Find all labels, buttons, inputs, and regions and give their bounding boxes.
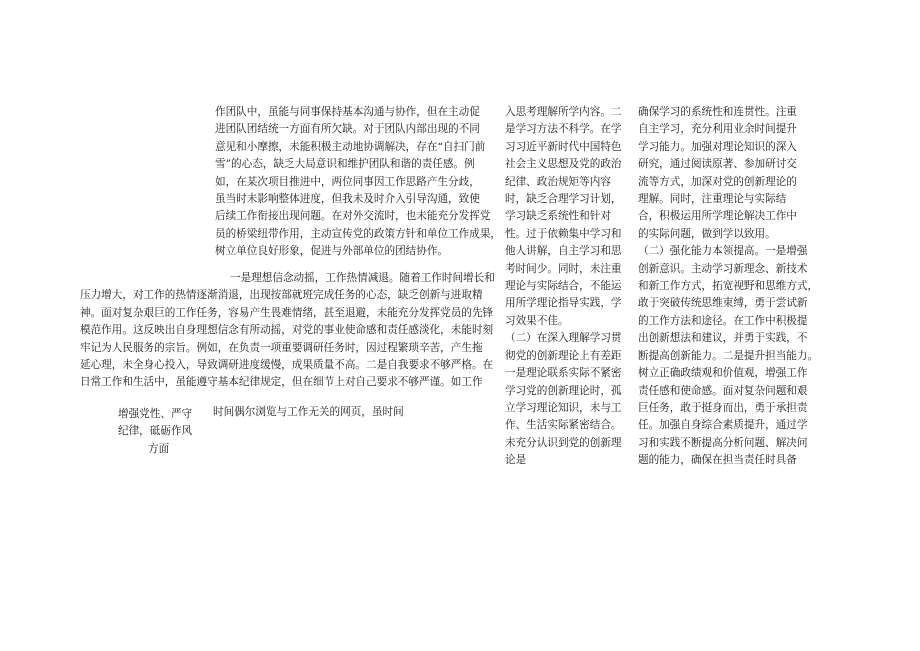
- text-line: 作团队中，虽能与同事保持基本沟通与协作，但在主动促: [215, 106, 480, 118]
- column-c: [505, 104, 627, 470]
- text-line: 性。过于依赖集中学习和: [505, 227, 622, 240]
- text-line: 任。加强自身综合素质提升，通过学: [638, 419, 808, 432]
- middle-paragraph: [80, 270, 500, 392]
- text-line: 习和实践不断提高分析问题、解决问: [638, 436, 808, 449]
- text-line: 流等方式，加深对党的创新理论的: [638, 175, 797, 188]
- text-line: 后续工作衔接出现问题。在对外交流时，也未能充分发挥党: [215, 210, 491, 223]
- text-line: 未充分认识到党的创新理: [505, 436, 622, 449]
- text-line: 学习能力。加强对理论知识的深入: [638, 140, 797, 153]
- text-line: 断提高创新能力。二是提升担当能力。: [638, 349, 819, 362]
- text-line: 敢于突破传统思维束缚，勇于尝试新: [638, 297, 808, 310]
- text-line: 自主学习，充分利用业余时间提升: [638, 123, 797, 136]
- text-line: 用所学理论指导实践，学: [505, 297, 622, 310]
- text-line: 论是: [505, 454, 527, 467]
- text-line: 考时间少。同时，未注重: [505, 262, 622, 275]
- text-line: 延心理，未全身心投入，导致调研进度缓慢，成果质量不高。二是自我要求不够严格。在: [80, 359, 494, 372]
- text-line: 纪律、政治规矩等内容: [505, 175, 611, 188]
- text-line: 神。面对复杂艰巨的工作任务，容易产生畏难情绪，甚至退避，未能充分发挥党员的先锋: [80, 306, 494, 319]
- text-line: 理解。同时，注重理论与实际结: [638, 193, 787, 206]
- text-line: 员的桥梁纽带作用，主动宣传党的政策方针和单位工作成果，: [215, 227, 502, 240]
- text-line: 巨任务，敢于挺身而出，勇于承担责: [638, 401, 808, 414]
- text-line: 增强党性、严守: [118, 408, 193, 420]
- text-line: 入思考理解所学内容。二: [505, 106, 622, 118]
- text-line: 他人讲解，自主学习和思: [505, 245, 622, 258]
- text-line: 题的能力，确保在担当责任时具备: [638, 454, 797, 467]
- text-line: （二）在深入理解学习贯: [505, 332, 622, 345]
- text-line: 虽当时未影响整体进度，但我未及时介入引导沟通，致使: [215, 193, 480, 206]
- side-heading: [118, 406, 192, 458]
- text-line: 习习近平新时代中国特色: [505, 140, 622, 153]
- text-line: 立学习理论知识，未与工: [505, 401, 622, 414]
- text-line: 创新意识。主动学习新理念、新技术: [638, 262, 808, 275]
- text-line: 纪律，砥砺作风: [118, 425, 193, 438]
- text-line: 树立单位良好形象，促进与外部单位的团结协作。: [215, 245, 449, 258]
- text-line: 社会主义思想及党的政治: [505, 158, 622, 171]
- text-line: 确保学习的系统性和连贯性。注重: [638, 106, 797, 118]
- text-line: 一是理想信念动摇，工作热情减退。随着工作时间增长和: [230, 272, 495, 284]
- text-line: 责任感和使命感。面对复杂问题和艰: [638, 384, 808, 397]
- text-line: 模范作用。这反映出自身理想信念有所动摇，对党的事业使命感和责任感淡化，未能时刻: [80, 324, 494, 337]
- text-line: 树立正确政绩观和价值观，增强工作: [638, 367, 808, 380]
- middle-paragraph-last-line: [213, 404, 404, 421]
- text-line: （二）强化能力本领提高。一是增强: [638, 245, 808, 258]
- text-line: 合，积极运用所学理论解决工作中: [638, 210, 797, 223]
- text-line: 一是理论联系实际不紧密: [505, 367, 622, 380]
- text-line: 学习缺乏系统性和针对: [505, 210, 611, 223]
- text-line: 彻党的创新理论上有差距: [505, 349, 622, 362]
- text-line: 雪”的心态，缺乏大局意识和维护团队和谐的责任感。例: [215, 158, 475, 171]
- text-line: 是学习方法不科学。在学: [505, 123, 622, 136]
- text-line: 时，缺乏合理学习计划，: [505, 193, 622, 206]
- top-paragraph: [215, 104, 501, 261]
- text-line: 的工作方法和途径。在工作中积极提: [638, 314, 808, 327]
- text-line: 理论与实际结合，不能运: [505, 280, 622, 293]
- text-line: 压力增大，对工作的热情逐渐消退，出现按部就班完成任务的心态，缺乏创新与进取精: [80, 289, 483, 302]
- text-line: 和新工作方式，拓宽视野和思维方式，: [638, 280, 819, 293]
- text-line: 意见和小摩擦，未能积极主动地协调解决，存在“自扫门前: [215, 140, 486, 153]
- text-line: 日常工作和生活中，虽能遵守基本纪律规定，但在细节上对自己要求不够严谨。如工作: [80, 376, 483, 389]
- text-line: 牢记为人民服务的宗旨。例如，在负责一项重要调研任务时，因过程繁琐辛苦，产生拖: [80, 341, 483, 354]
- text-line: 方面: [148, 442, 170, 455]
- text-line: 研究，通过阅读原著、参加研讨交: [638, 158, 797, 171]
- text-line: 如，在某次项目推进中，两位同事因工作思路产生分歧，: [215, 175, 480, 188]
- text-line: 时间偶尔浏览与工作无关的网页，虽时间: [213, 406, 404, 418]
- column-d: [638, 104, 819, 470]
- text-line: 进团队团结统一方面有所欠缺。对于团队内部出现的不同: [215, 123, 480, 136]
- text-line: 学习党的创新理论时，孤: [505, 384, 622, 397]
- text-line: 作、生活实际紧密结合。: [505, 419, 622, 432]
- text-line: 习效果不佳。: [505, 314, 569, 327]
- text-line: 出创新想法和建议，并勇于实践，不: [638, 332, 808, 345]
- text-line: 的实际问题，做到学以致用。: [638, 227, 776, 240]
